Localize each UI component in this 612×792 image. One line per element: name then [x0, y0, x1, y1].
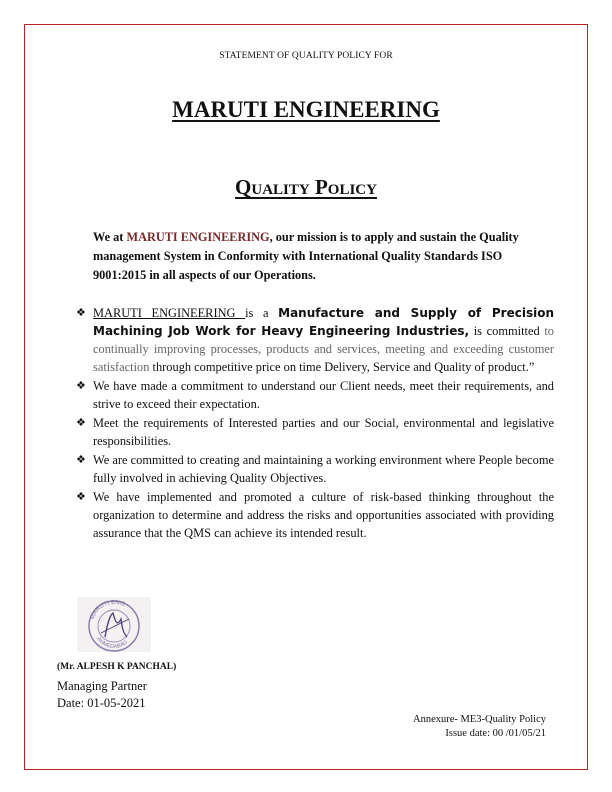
policy-title — [0, 175, 612, 200]
mission-text: , our mission is to apply and sustain the Quality management System in Conformity with International Quality Standards ISO 9001:2015 in all aspects of our Operations. — [93, 230, 519, 282]
list-item — [76, 488, 554, 542]
company-title-text: MARUTI ENGINEERING — [172, 97, 440, 122]
bullet-is-a: is a — [245, 306, 279, 320]
signatory-details — [57, 678, 147, 712]
signature-date: Date: 01-05-2021 — [57, 696, 146, 710]
signatory-name: (Mr. ALPESH K PANCHAL) — [57, 662, 177, 672]
list-item — [76, 377, 554, 413]
seal-top-text: MARUTI ENG. — [89, 599, 128, 621]
policy-bullet-list — [76, 304, 554, 543]
seal-icon — [77, 597, 151, 652]
mission-statement — [93, 228, 543, 285]
bullet-bold-text: Manufacture and Supply of Precision Machining Job Work for Heavy Engineering Industries, — [93, 306, 554, 338]
annexure-block — [413, 713, 546, 741]
diamond-bullet-icon: ❖ — [76, 491, 86, 503]
list-item — [76, 304, 554, 376]
company-title — [0, 97, 612, 123]
bullet-committed: is committed — [469, 324, 545, 338]
issue-date: Issue date: 00 /01/05/21 — [445, 728, 546, 739]
list-item — [76, 451, 554, 487]
bullet-company: MARUTI ENGINEERING — [93, 306, 246, 320]
signatory-role: Managing Partner — [57, 679, 147, 693]
statement-heading: STATEMENT OF QUALITY POLICY FOR — [219, 51, 393, 61]
bullet-text: Meet the requirements of Interested parties and our Social, environmental and legislative responsibilities. — [93, 416, 554, 448]
mission-prefix: We at — [93, 230, 127, 244]
bullet-text: We have implemented and promoted a culture of risk-based thinking throughout the organization to determine and address the risks and opportunities associated with providing assurance that the QMS can achieve its intended result. — [93, 490, 554, 540]
bullet-text: We are committed to creating and maintaining a working environment where People become fully involved in achieving Quality Objectives. — [93, 453, 554, 485]
policy-title-text: Quality Policy — [235, 175, 377, 199]
bullet-rest: through competitive price on time Delivery, Service and Quality of product.” — [149, 360, 535, 374]
diamond-bullet-icon: ❖ — [76, 307, 86, 319]
diamond-bullet-icon: ❖ — [76, 380, 86, 392]
list-item — [76, 414, 554, 450]
annexure-reference: Annexure- ME3-Quality Policy — [413, 714, 546, 725]
bullet-text: We have made a commitment to understand our Client needs, meet their requirements, and strive to exceed their expectation. — [93, 379, 554, 411]
mission-company: MARUTI ENGINEERING — [126, 230, 270, 244]
diamond-bullet-icon: ❖ — [76, 454, 86, 466]
seal-bottom-text: AHMEDABAD — [95, 636, 129, 651]
diamond-bullet-icon: ❖ — [76, 417, 86, 429]
bullet-grey-text: to continually improving processes, products and services, meeting and exceeding customer satisfaction — [93, 324, 554, 374]
company-seal-stamp — [77, 597, 151, 652]
